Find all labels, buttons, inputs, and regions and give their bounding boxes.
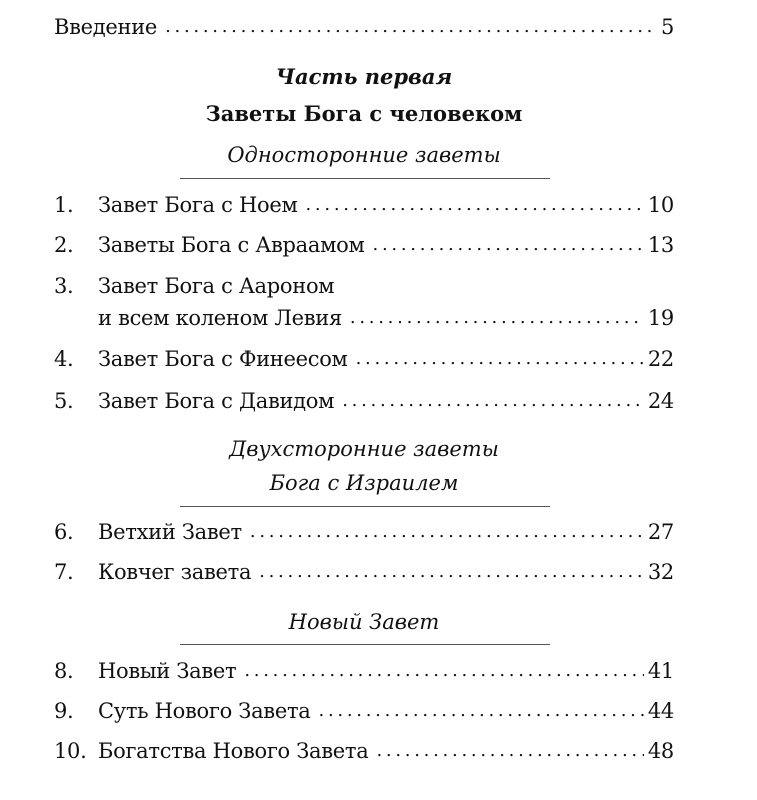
leader-dots xyxy=(244,656,644,686)
leader-dots xyxy=(305,190,643,220)
entry-title: Завет Бога с Ноем xyxy=(98,193,298,217)
leader-dots xyxy=(373,230,644,260)
toc-entry[interactable] xyxy=(54,557,674,587)
entry-number: 2. xyxy=(54,233,74,257)
entry-title: Завет Бога с Аароном xyxy=(98,274,335,298)
entry-page: 10 xyxy=(647,193,674,217)
entry-number: 5. xyxy=(54,389,74,413)
part-title: Заветы Бога с человеком xyxy=(205,101,523,126)
section-divider xyxy=(180,506,550,507)
entry-page: 27 xyxy=(647,520,674,544)
entry-number: 3. xyxy=(54,274,74,298)
toc-entry[interactable] xyxy=(54,344,674,374)
toc-entry[interactable] xyxy=(54,696,674,726)
entry-title-line2: и всем коленом Левия xyxy=(98,306,342,330)
entry-page: 44 xyxy=(647,699,674,723)
entry-page: 41 xyxy=(647,659,674,683)
entry-title: Новый Завет xyxy=(98,659,237,683)
leader-dots xyxy=(250,517,644,547)
entry-page: 24 xyxy=(647,389,674,413)
leader-dots xyxy=(376,736,643,766)
entry-number: 9. xyxy=(54,699,74,723)
entry-number: 6. xyxy=(54,520,74,544)
section-divider xyxy=(180,644,550,645)
entry-title: Ковчег завета xyxy=(98,560,252,584)
entry-number: 10. xyxy=(54,739,87,763)
section-heading-line2: Бога с Израилем xyxy=(269,471,459,495)
toc-entry[interactable] xyxy=(54,271,674,301)
entry-page: 19 xyxy=(647,306,674,330)
section-heading: Двухсторонние заветы xyxy=(229,437,499,461)
entry-number: 1. xyxy=(54,193,74,217)
leader-dots xyxy=(165,12,657,42)
toc-entry-intro[interactable] xyxy=(54,12,674,42)
toc-entry[interactable] xyxy=(54,656,674,686)
entry-title: Ветхий Завет xyxy=(98,520,242,544)
toc-entry[interactable] xyxy=(54,517,674,547)
entry-page: 32 xyxy=(647,560,674,584)
toc-entry[interactable] xyxy=(54,230,674,260)
entry-title: Суть Нового Завета xyxy=(98,699,311,723)
leader-dots xyxy=(319,696,644,726)
part-label: Часть первая xyxy=(275,64,453,89)
section-divider xyxy=(180,178,550,179)
leader-dots xyxy=(350,303,644,333)
entry-title: Завет Бога с Давидом xyxy=(98,389,335,413)
section-heading: Односторонние заветы xyxy=(227,143,501,167)
toc-entry-continuation[interactable] xyxy=(54,303,674,333)
leader-dots xyxy=(356,344,644,374)
entry-number: 8. xyxy=(54,659,74,683)
entry-number: 7. xyxy=(54,560,74,584)
leader-dots xyxy=(342,386,644,416)
section-heading: Новый Завет xyxy=(288,610,440,634)
entry-page: 22 xyxy=(647,347,674,371)
entry-title: Богатства Нового Завета xyxy=(98,739,369,763)
toc-entry[interactable] xyxy=(54,190,674,220)
entry-page: 5 xyxy=(660,15,674,39)
entry-title: Заветы Бога с Авраамом xyxy=(98,233,365,257)
entry-page: 13 xyxy=(647,233,674,257)
leader-dots xyxy=(259,557,644,587)
toc-entry[interactable] xyxy=(54,736,674,766)
entry-title: Завет Бога с Финеесом xyxy=(98,347,348,371)
toc-entry[interactable] xyxy=(54,386,674,416)
entry-page: 48 xyxy=(647,739,674,763)
entry-title: Введение xyxy=(54,15,158,39)
entry-number: 4. xyxy=(54,347,74,371)
